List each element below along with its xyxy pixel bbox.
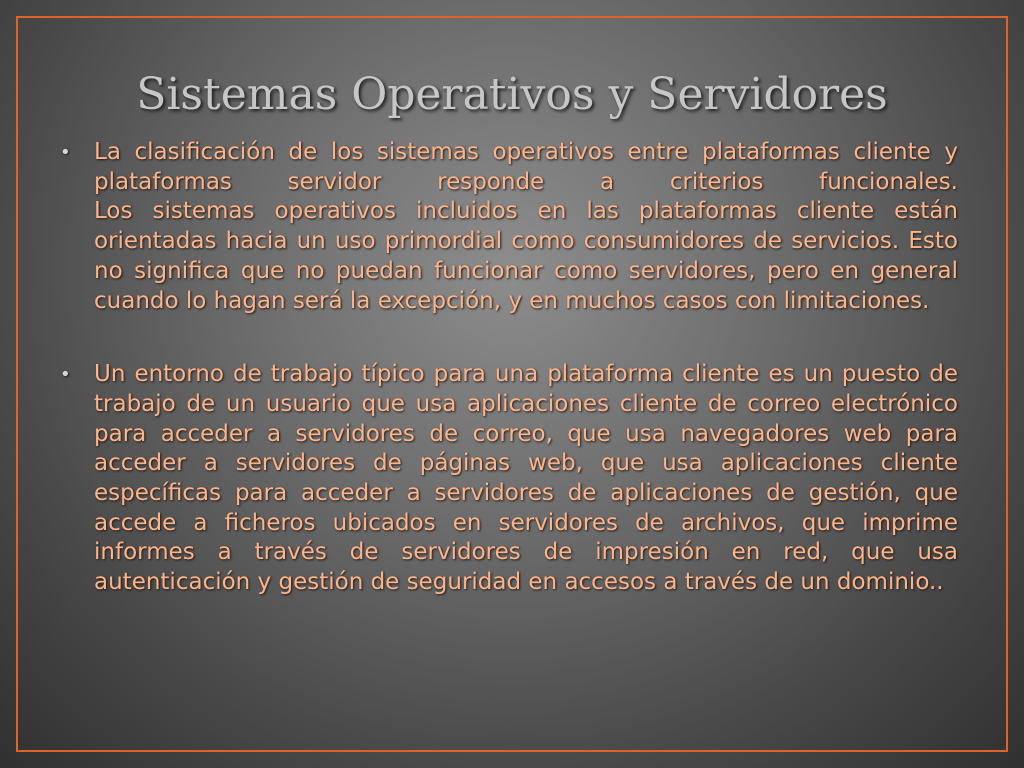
bullet-line: La clasificación de los sistemas operativos entre plataformas cliente y plataformas servidor responde a criterios funcionales. (94, 139, 958, 195)
bullet-item (60, 138, 958, 316)
bullet-dot-icon: • (60, 364, 71, 386)
bullet-text: Un entorno de trabajo típico para una plataforma cliente es un puesto de trabajo de un usuario que usa aplicaciones cliente de correo electrónico para acceder a servidores de correo, que usa navegadores web para acceder a servidores de páginas web, que usa aplicaciones cliente específicas para acceder a servidores de aplicaciones de gestión, que accede a ficheros ubicados en servidores de archivos, que imprime informes a través de servidores de impresión en red, que usa autenticación y gestión de seguridad en accesos a través de un dominio.. (94, 361, 958, 596)
bullet-dot-icon: • (60, 142, 71, 163)
bullet-line: Los sistemas operativos incluidos en las plataformas cliente están orientadas hacia un uso primordial como consumidores de servicios. Esto no significa que no puedan funcionar como servidores, pero en general cuando lo hagan será la excepción, y en muchos casos con limitaciones. (94, 198, 958, 314)
slide-content (60, 138, 958, 598)
slide-title: Sistemas Operativos y Servidores (136, 69, 888, 120)
bullet-item (60, 360, 958, 598)
bullet-text (94, 138, 958, 316)
